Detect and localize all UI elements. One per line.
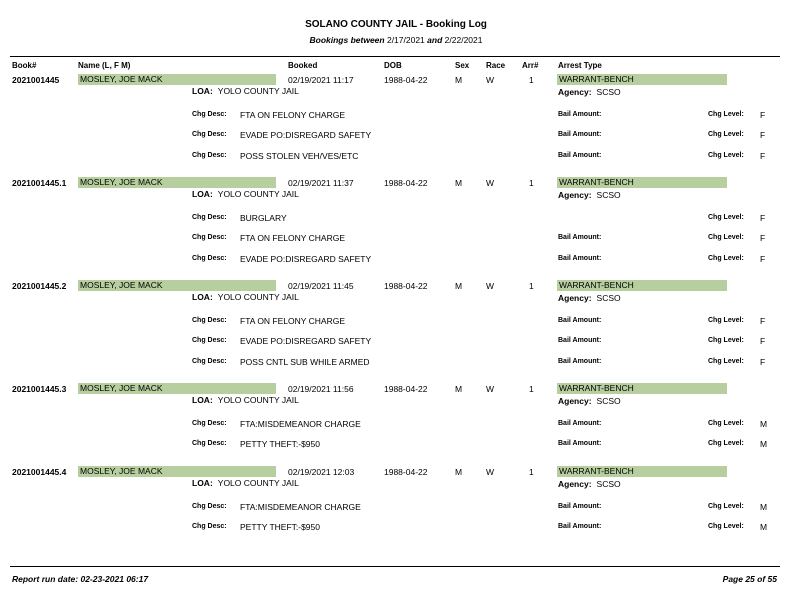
bail-amount-label: Bail Amount: bbox=[558, 131, 602, 138]
loa-label: LOA: bbox=[192, 292, 213, 302]
chg-desc-label: Chg Desc: bbox=[192, 234, 227, 241]
chg-desc-label: Chg Desc: bbox=[192, 503, 227, 510]
chg-level-label: Chg Level: bbox=[708, 214, 744, 221]
arrest-type: WARRANT-BENCH bbox=[557, 466, 727, 477]
sex-value: M bbox=[455, 467, 463, 477]
chg-level-label: Chg Level: bbox=[708, 420, 744, 427]
and-label: and bbox=[427, 35, 443, 45]
agency-label: Agency: bbox=[558, 190, 592, 200]
chg-desc-label: Chg Desc: bbox=[192, 214, 227, 221]
charge-description: FTA ON FELONY CHARGE bbox=[240, 316, 346, 326]
chg-level-label: Chg Level: bbox=[708, 523, 744, 530]
date-of-birth: 1988-04-22 bbox=[384, 178, 428, 188]
col-header-arrest-type: Arrest Type bbox=[558, 61, 602, 70]
charge-level: M bbox=[760, 419, 768, 429]
agency bbox=[558, 293, 621, 303]
col-header-name: Name (L, F M) bbox=[78, 61, 131, 70]
report-run-date: Report run date: 02-23-2021 06:17 bbox=[12, 574, 149, 584]
inmate-name: MOSLEY, JOE MACK bbox=[78, 280, 276, 291]
report-title: SOLANO COUNTY JAIL - Booking Log bbox=[305, 19, 487, 30]
arrest-type: WARRANT-BENCH bbox=[557, 177, 727, 188]
loa-value: YOLO COUNTY JAIL bbox=[217, 292, 299, 302]
loa-value: YOLO COUNTY JAIL bbox=[217, 478, 299, 488]
charge-level: F bbox=[760, 316, 766, 326]
chg-desc-label: Chg Desc: bbox=[192, 337, 227, 344]
booking-number: 2021001445.4 bbox=[12, 467, 67, 477]
chg-level-label: Chg Level: bbox=[708, 503, 744, 510]
chg-desc-label: Chg Desc: bbox=[192, 131, 227, 138]
loa-label: LOA: bbox=[192, 478, 213, 488]
bail-amount-label: Bail Amount: bbox=[558, 440, 602, 447]
report-subtitle bbox=[0, 35, 792, 45]
chg-desc-label: Chg Desc: bbox=[192, 255, 227, 262]
charge-level: F bbox=[760, 233, 766, 243]
agency-value: SCSO bbox=[596, 479, 621, 489]
loa-value: YOLO COUNTY JAIL bbox=[217, 189, 299, 199]
race-value: W bbox=[486, 75, 495, 85]
booking-number: 2021001445.1 bbox=[12, 178, 67, 188]
col-header-race: Race bbox=[486, 61, 506, 70]
agency-value: SCSO bbox=[596, 87, 621, 97]
charge-level: F bbox=[760, 110, 766, 120]
location-of-arrest bbox=[192, 478, 299, 488]
chg-level-label: Chg Level: bbox=[708, 234, 744, 241]
agency bbox=[558, 87, 621, 97]
charge-description: EVADE PO:DISREGARD SAFETY bbox=[240, 254, 372, 264]
bail-amount-label: Bail Amount: bbox=[558, 420, 602, 427]
bail-amount-label: Bail Amount: bbox=[558, 503, 602, 510]
booked-datetime: 02/19/2021 12:03 bbox=[288, 467, 355, 477]
date-from: 2/17/2021 bbox=[386, 35, 425, 45]
agency bbox=[558, 190, 621, 200]
booked-datetime: 02/19/2021 11:56 bbox=[288, 384, 354, 394]
booked-datetime: 02/19/2021 11:17 bbox=[288, 75, 354, 85]
charge-description: PETTY THEFT:-$950 bbox=[240, 522, 320, 532]
date-of-birth: 1988-04-22 bbox=[384, 384, 428, 394]
agency-value: SCSO bbox=[596, 293, 621, 303]
booking-number: 2021001445.3 bbox=[12, 384, 67, 394]
col-header-booked: Booked bbox=[288, 61, 318, 70]
loa-label: LOA: bbox=[192, 395, 213, 405]
col-header-sex: Sex bbox=[455, 61, 470, 70]
inmate-name: MOSLEY, JOE MACK bbox=[78, 383, 276, 394]
col-header-arr: Arr# bbox=[522, 61, 539, 70]
charge-level: F bbox=[760, 130, 766, 140]
charge-level: F bbox=[760, 336, 766, 346]
charge-description: EVADE PO:DISREGARD SAFETY bbox=[240, 336, 372, 346]
footer-rule bbox=[10, 566, 780, 567]
bail-amount-label: Bail Amount: bbox=[558, 234, 602, 241]
chg-level-label: Chg Level: bbox=[708, 337, 744, 344]
date-to: 2/22/2021 bbox=[444, 35, 483, 45]
charge-description: FTA:MISDEMEANOR CHARGE bbox=[240, 502, 361, 512]
arrest-type: WARRANT-BENCH bbox=[557, 383, 727, 394]
page-number: Page 25 of 55 bbox=[722, 574, 777, 584]
charge-level: M bbox=[760, 439, 768, 449]
header-rule bbox=[10, 56, 780, 57]
agency bbox=[558, 479, 621, 489]
charge-level: F bbox=[760, 213, 766, 223]
chg-desc-label: Chg Desc: bbox=[192, 111, 227, 118]
arrest-number: 1 bbox=[529, 467, 534, 477]
loa-label: LOA: bbox=[192, 189, 213, 199]
chg-level-label: Chg Level: bbox=[708, 440, 744, 447]
sex-value: M bbox=[455, 178, 463, 188]
charge-description: POSS CNTL SUB WHILE ARMED bbox=[240, 357, 370, 367]
arrest-number: 1 bbox=[529, 178, 534, 188]
bail-amount-label: Bail Amount: bbox=[558, 111, 602, 118]
sex-value: M bbox=[455, 384, 463, 394]
chg-level-label: Chg Level: bbox=[708, 131, 744, 138]
chg-level-label: Chg Level: bbox=[708, 255, 744, 262]
arrest-type: WARRANT-BENCH bbox=[557, 74, 727, 85]
col-header-book: Book# bbox=[12, 61, 37, 70]
location-of-arrest bbox=[192, 292, 299, 302]
chg-desc-label: Chg Desc: bbox=[192, 440, 227, 447]
agency-label: Agency: bbox=[558, 293, 592, 303]
booking-number: 2021001445 bbox=[12, 75, 60, 85]
subtitle-label: Bookings between bbox=[309, 35, 385, 45]
agency-value: SCSO bbox=[596, 396, 621, 406]
date-of-birth: 1988-04-22 bbox=[384, 281, 428, 291]
booked-datetime: 02/19/2021 11:37 bbox=[288, 178, 354, 188]
inmate-name: MOSLEY, JOE MACK bbox=[78, 74, 276, 85]
bail-amount-label: Bail Amount: bbox=[558, 358, 602, 365]
charge-level: M bbox=[760, 502, 768, 512]
charge-level: F bbox=[760, 254, 766, 264]
chg-level-label: Chg Level: bbox=[708, 111, 744, 118]
loa-value: YOLO COUNTY JAIL bbox=[217, 395, 299, 405]
charge-level: F bbox=[760, 357, 766, 367]
charge-description: BURGLARY bbox=[240, 213, 287, 223]
bail-amount-label: Bail Amount: bbox=[558, 523, 602, 530]
charge-level: M bbox=[760, 522, 768, 532]
charge-description: PETTY THEFT:-$950 bbox=[240, 439, 320, 449]
chg-level-label: Chg Level: bbox=[708, 317, 744, 324]
date-of-birth: 1988-04-22 bbox=[384, 75, 428, 85]
charge-description: POSS STOLEN VEH/VES/ETC bbox=[240, 151, 359, 161]
arrest-number: 1 bbox=[529, 75, 534, 85]
agency-label: Agency: bbox=[558, 479, 592, 489]
bail-amount-label: Bail Amount: bbox=[558, 317, 602, 324]
booked-datetime: 02/19/2021 11:45 bbox=[288, 281, 354, 291]
col-header-dob: DOB bbox=[384, 61, 402, 70]
charge-description: FTA ON FELONY CHARGE bbox=[240, 233, 346, 243]
chg-desc-label: Chg Desc: bbox=[192, 152, 227, 159]
charge-description: EVADE PO:DISREGARD SAFETY bbox=[240, 130, 372, 140]
chg-desc-label: Chg Desc: bbox=[192, 523, 227, 530]
chg-desc-label: Chg Desc: bbox=[192, 358, 227, 365]
loa-value: YOLO COUNTY JAIL bbox=[217, 86, 299, 96]
race-value: W bbox=[486, 384, 495, 394]
inmate-name: MOSLEY, JOE MACK bbox=[78, 466, 276, 477]
sex-value: M bbox=[455, 281, 463, 291]
agency-label: Agency: bbox=[558, 87, 592, 97]
race-value: W bbox=[486, 281, 495, 291]
charge-description: FTA:MISDEMEANOR CHARGE bbox=[240, 419, 361, 429]
charge-level: F bbox=[760, 151, 766, 161]
sex-value: M bbox=[455, 75, 463, 85]
chg-desc-label: Chg Desc: bbox=[192, 317, 227, 324]
agency-label: Agency: bbox=[558, 396, 592, 406]
date-of-birth: 1988-04-22 bbox=[384, 467, 428, 477]
arrest-number: 1 bbox=[529, 281, 534, 291]
chg-level-label: Chg Level: bbox=[708, 152, 744, 159]
location-of-arrest bbox=[192, 395, 299, 405]
inmate-name: MOSLEY, JOE MACK bbox=[78, 177, 276, 188]
location-of-arrest bbox=[192, 86, 299, 96]
race-value: W bbox=[486, 467, 495, 477]
location-of-arrest bbox=[192, 189, 299, 199]
booking-number: 2021001445.2 bbox=[12, 281, 67, 291]
bail-amount-label: Bail Amount: bbox=[558, 337, 602, 344]
chg-level-label: Chg Level: bbox=[708, 358, 744, 365]
bail-amount-label: Bail Amount: bbox=[558, 152, 602, 159]
agency-value: SCSO bbox=[596, 190, 621, 200]
charge-description: FTA ON FELONY CHARGE bbox=[240, 110, 346, 120]
chg-desc-label: Chg Desc: bbox=[192, 420, 227, 427]
race-value: W bbox=[486, 178, 495, 188]
agency bbox=[558, 396, 621, 406]
bail-amount-label: Bail Amount: bbox=[558, 255, 602, 262]
arrest-number: 1 bbox=[529, 384, 534, 394]
loa-label: LOA: bbox=[192, 86, 213, 96]
arrest-type: WARRANT-BENCH bbox=[557, 280, 727, 291]
